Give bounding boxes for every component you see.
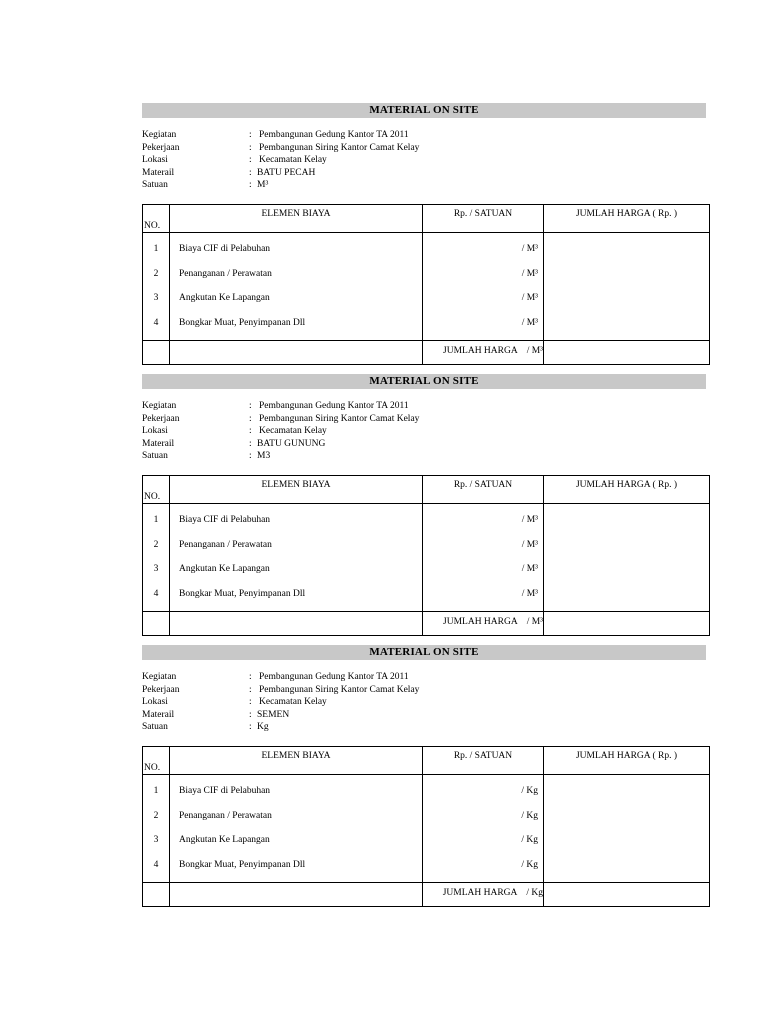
info-row-lokasi [142,696,706,709]
cost-element: Angkutan Ke Lapangan [179,564,270,574]
header-rp-satuan: Rp. / SATUAN [423,205,544,233]
total-blank-no [143,883,170,907]
info-colon: : [249,413,252,424]
info-label: Kegiatan [142,672,177,682]
elemen-column [170,504,423,612]
total-value [544,612,710,636]
info-row-kegiatan [142,129,706,142]
info-row-lokasi [142,154,706,167]
rp-column [423,233,544,341]
info-colon: : [249,709,252,720]
cost-element: Bongkar Muat, Penyimpanan Dll [179,318,306,328]
table-header-row [143,476,710,504]
unit-price: / Kg [521,811,538,821]
jumlah-column [544,504,710,612]
info-row-kegiatan [142,400,706,413]
info-row-materail [142,167,706,180]
row-number: 3 [153,293,159,303]
info-row-satuan [142,450,706,463]
row-number: 1 [153,244,159,254]
info-row-pekerjaan [142,413,706,426]
total-label: JUMLAH HARGA / M³ [423,612,544,636]
info-colon: : [249,697,252,707]
cost-element: Angkutan Ke Lapangan [179,835,270,845]
unit-price: / M³ [521,293,538,303]
row-number: 3 [153,835,159,845]
row-number: 4 [153,318,159,328]
cost-table [142,475,710,636]
jumlah-column [544,775,710,883]
total-value [544,883,710,907]
table-header-row [143,205,710,233]
header-no: NO. [143,747,170,775]
cost-element: Biaya CIF di Pelabuhan [179,515,271,525]
unit-price: / Kg [521,835,538,845]
unit-price: / M³ [521,564,538,574]
header-rp-satuan: Rp. / SATUAN [423,747,544,775]
info-label: Lokasi [142,697,168,707]
header-jumlah-harga: JUMLAH HARGA ( Rp. ) [544,476,710,504]
info-value: BATU GUNUNG [257,438,326,449]
table-body-row [143,775,710,883]
no-column [143,775,170,883]
info-block [142,400,706,463]
info-label: Lokasi [142,426,168,436]
header-rp-satuan: Rp. / SATUAN [423,476,544,504]
total-label: JUMLAH HARGA / M³ [423,341,544,365]
row-number: 2 [153,540,159,550]
no-column [143,504,170,612]
info-value: Kg [257,722,269,732]
unit-price: / M³ [521,244,538,254]
total-blank-no [143,612,170,636]
info-colon: : [249,142,252,153]
cost-table [142,204,710,365]
info-colon: : [249,130,252,140]
info-value: Kecamatan Kelay [259,697,327,707]
info-label: Satuan [142,451,168,461]
cost-element: Biaya CIF di Pelabuhan [179,244,271,254]
info-row-lokasi [142,425,706,438]
header-elemen-biaya: ELEMEN BIAYA [170,747,423,775]
info-label: Materail [142,438,175,449]
info-label: Materail [142,709,175,720]
info-label: Lokasi [142,155,168,165]
unit-price: / Kg [521,786,538,796]
row-number: 2 [153,269,159,279]
material-section-1 [142,103,706,356]
info-value: SEMEN [257,709,290,720]
header-jumlah-harga: JUMLAH HARGA ( Rp. ) [544,747,710,775]
info-value: Pembangunan Gedung Kantor TA 2011 [259,672,409,682]
info-colon: : [249,451,252,461]
info-label: Kegiatan [142,401,177,411]
table-body-row [143,504,710,612]
elemen-column [170,233,423,341]
info-row-satuan [142,179,706,192]
header-jumlah-harga: JUMLAH HARGA ( Rp. ) [544,205,710,233]
info-label: Satuan [142,180,168,190]
info-colon: : [249,426,252,436]
header-no: NO. [143,476,170,504]
info-label: Kegiatan [142,130,177,140]
material-section-3 [142,645,706,898]
unit-price: / M³ [521,540,538,550]
info-row-materail [142,709,706,722]
total-row [143,612,710,636]
rp-column [423,504,544,612]
total-blank-elemen [170,341,423,365]
info-block [142,671,706,734]
unit-price: / M³ [521,318,538,328]
info-label: Satuan [142,722,168,732]
info-value: BATU PECAH [257,167,316,178]
total-label: JUMLAH HARGA / Kg [423,883,544,907]
total-blank-elemen [170,612,423,636]
row-number: 1 [153,515,159,525]
row-number: 1 [153,786,159,796]
table-header-row [143,747,710,775]
info-colon: : [249,401,252,411]
info-value: Pembangunan Gedung Kantor TA 2011 [259,401,409,411]
no-column [143,233,170,341]
cost-element: Biaya CIF di Pelabuhan [179,786,271,796]
total-row [143,883,710,907]
info-value: Pembangunan Siring Kantor Camat Kelay [259,413,420,424]
elemen-column [170,775,423,883]
material-section-2 [142,374,706,627]
jumlah-column [544,233,710,341]
info-value: Kecamatan Kelay [259,155,327,165]
header-no: NO. [143,205,170,233]
info-row-kegiatan [142,671,706,684]
info-colon: : [249,722,252,732]
cost-element: Penanganan / Perawatan [179,540,272,550]
unit-price: / M³ [521,589,538,599]
total-blank-elemen [170,883,423,907]
info-label: Materail [142,167,175,178]
row-number: 4 [153,589,159,599]
info-colon: : [249,438,252,449]
section-title: MATERIAL ON SITE [142,645,706,660]
info-colon: : [249,684,252,695]
info-row-materail [142,438,706,451]
info-label: Pekerjaan [142,142,180,153]
unit-price: / M³ [521,515,538,525]
info-value: M³ [257,180,269,190]
table-body-row [143,233,710,341]
info-row-pekerjaan [142,142,706,155]
info-colon: : [249,180,252,190]
cost-table [142,746,710,907]
info-value: Pembangunan Gedung Kantor TA 2011 [259,130,409,140]
info-value: Pembangunan Siring Kantor Camat Kelay [259,684,420,695]
cost-element: Angkutan Ke Lapangan [179,293,270,303]
header-elemen-biaya: ELEMEN BIAYA [170,476,423,504]
info-colon: : [249,672,252,682]
info-label: Pekerjaan [142,684,180,695]
section-title: MATERIAL ON SITE [142,374,706,389]
row-number: 4 [153,860,159,870]
row-number: 3 [153,564,159,574]
total-row [143,341,710,365]
cost-element: Bongkar Muat, Penyimpanan Dll [179,589,306,599]
info-value: Kecamatan Kelay [259,426,327,436]
info-colon: : [249,155,252,165]
total-value [544,341,710,365]
unit-price: / Kg [521,860,538,870]
row-number: 2 [153,811,159,821]
info-colon: : [249,167,252,178]
info-block [142,129,706,192]
info-row-pekerjaan [142,684,706,697]
info-label: Pekerjaan [142,413,180,424]
cost-element: Penanganan / Perawatan [179,269,272,279]
info-row-satuan [142,721,706,734]
section-title: MATERIAL ON SITE [142,103,706,118]
header-elemen-biaya: ELEMEN BIAYA [170,205,423,233]
unit-price: / M³ [521,269,538,279]
total-blank-no [143,341,170,365]
rp-column [423,775,544,883]
info-value: M3 [257,451,271,461]
info-value: Pembangunan Siring Kantor Camat Kelay [259,142,420,153]
cost-element: Penanganan / Perawatan [179,811,272,821]
cost-element: Bongkar Muat, Penyimpanan Dll [179,860,306,870]
